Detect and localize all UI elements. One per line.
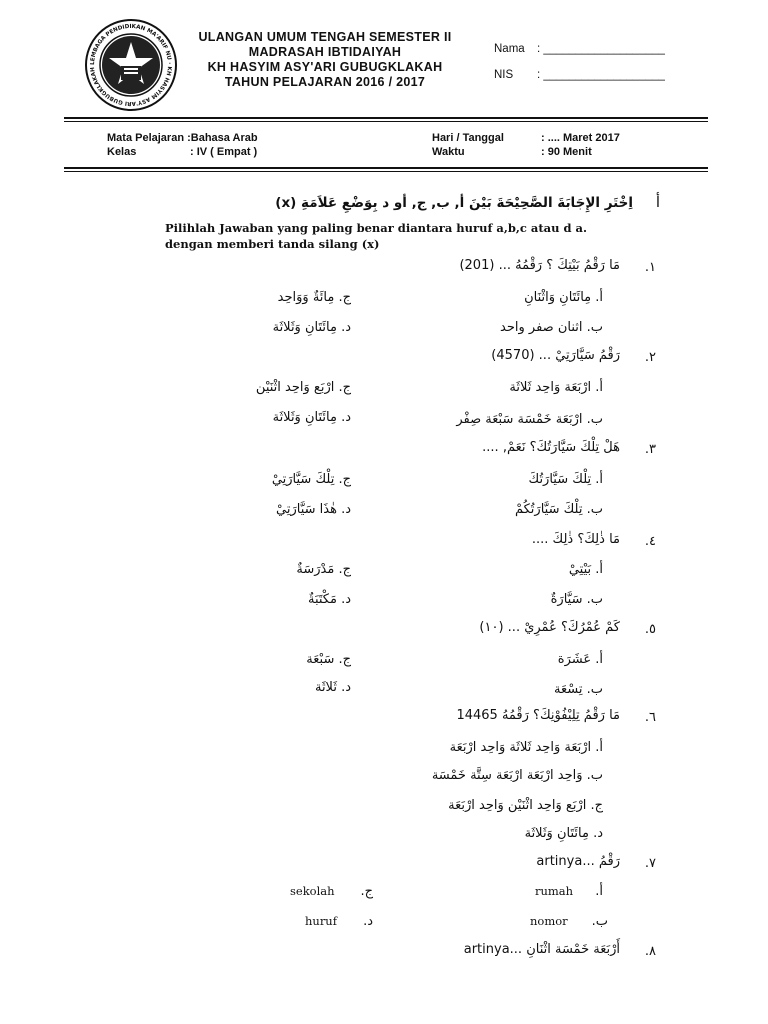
question-number: ٥.	[644, 622, 656, 637]
option-b[interactable]: ب. سَيَّارَةٌ	[550, 592, 603, 607]
option-a[interactable]: أ.	[595, 884, 603, 899]
nis-field[interactable]: : ___________________	[537, 69, 665, 81]
question-text: كَمْ عُمْرُكَ؟ عُمْرِيْ ... (١٠)	[479, 620, 620, 635]
question-text: رَقْمُ سَيَّارَتِيْ ... (4570)	[491, 348, 620, 363]
option-b[interactable]: ب.	[591, 914, 608, 929]
title-line: KH HASYIM ASY'ARI GUBUGKLAKAH	[207, 60, 443, 74]
option-d-text: huruf	[305, 914, 337, 928]
option-a[interactable]: أ. عَشَرَة	[557, 652, 603, 667]
question-text: أَرْبَعَة خَمْسَة اثْنَانِ ...artinya	[463, 942, 620, 957]
question-number: ١.	[644, 260, 656, 275]
nama-field[interactable]: : ___________________	[537, 43, 665, 55]
info-divider	[64, 167, 708, 169]
question-text: مَا رَقْمُ بَيْتِكَ ؟ رَقْمُهُ ... (201)	[459, 258, 620, 273]
option-d[interactable]: د. مِائَتَانِ وَثَلاثَة	[272, 410, 351, 425]
hari-label: Hari / Tanggal	[432, 132, 504, 144]
kelas-value: : IV ( Empat )	[190, 146, 258, 158]
option-b[interactable]: ب. تِلْكَ سَيَّارَتُكُمْ	[514, 502, 603, 517]
option-b[interactable]: ب. وَاحِد ارْبَعَة ارْبَعَة سِتَّة خَمْسَة	[431, 768, 603, 783]
option-a[interactable]: أ. تِلْكَ سَيَّارَتُكَ	[528, 472, 603, 487]
exam-title	[160, 30, 490, 90]
option-c[interactable]: ج. مَدْرَسَةٌ	[296, 562, 351, 577]
section-letter: أ	[655, 193, 660, 211]
question-number: ٦.	[644, 710, 656, 725]
question-text: رَقْمُ ...artinya	[536, 854, 620, 869]
option-b[interactable]: ب. ارْبَعَة خَمْسَة سَبْعَة صِفْر	[456, 412, 603, 427]
option-a[interactable]: أ. ارْبَعَة وَاحِد ثَلاثَة وَاحِد ارْبَعَة	[449, 740, 603, 755]
waktu-label: Waktu	[432, 146, 465, 158]
instruction-indonesian: Pilihlah Jawaban yang paling benar diantara huruf a,b,c atau d a.	[165, 221, 587, 235]
question-text: مَا رَقْمُ تِلِيْفُوْنِكَ؟ رَقْمُهُ 14465	[456, 708, 620, 723]
waktu-value: : 90 Menit	[541, 146, 592, 158]
option-d[interactable]: د. مَكْتَبَةٌ	[307, 592, 351, 607]
option-c[interactable]: ج.	[360, 884, 373, 899]
question-number: ٤.	[644, 534, 656, 549]
header-divider	[64, 117, 708, 119]
question-number: ٧.	[644, 856, 656, 871]
question-text: مَا ذٰلِكَ؟ ذٰلِكَ ....	[531, 532, 620, 547]
option-a[interactable]: أ. مِائَتَانِ وَاثْنَانِ	[524, 290, 603, 305]
option-c-text: sekolah	[290, 884, 335, 898]
nis-label: NIS	[494, 69, 514, 81]
option-d[interactable]: د. هٰذَا سَيَّارَتِيْ	[276, 502, 351, 517]
option-d[interactable]: د. مِائَتَانِ وَثَلاثَة	[524, 826, 603, 841]
question-number: ٢.	[644, 350, 656, 365]
title-line: TAHUN PELAJARAN 2016 / 2017	[224, 75, 426, 89]
instruction-arabic: اِخْتَرِ الإِجَابَةَ الصَّحِيْحَةَ بَيْنَ أ, ب, ج, أو د بِوَضْعِ عَلاَمَةِ (x)	[275, 195, 633, 211]
option-a-text: rumah	[535, 884, 574, 898]
option-d[interactable]: د.	[363, 914, 373, 929]
kelas-label: Kelas	[107, 146, 137, 158]
option-c[interactable]: ج. ارْبَع وَاحِد اثْنَيْن وَاحِد ارْبَعَة	[448, 798, 603, 813]
title-line: ULANGAN UMUM TENGAH SEMESTER II	[198, 30, 452, 44]
nama-label: Nama	[494, 43, 525, 55]
title-line: MADRASAH IBTIDAIYAH	[248, 45, 402, 59]
option-c[interactable]: ج. ارْبَع وَاحِد اثْنَيْن	[255, 380, 351, 395]
option-b-text: nomor	[530, 914, 568, 928]
svg-text:LEMBAGA PENDIDIKAN MA'ARIF NU: LEMBAGA PENDIDIKAN MA'ARIF NU · KH HASYIM ASY'ARI GUBUGKLAKAH	[89, 23, 173, 107]
option-b[interactable]: ب. تِسْعَة	[554, 682, 603, 697]
option-d[interactable]: د. ثَلاثَة	[314, 680, 351, 695]
option-b[interactable]: ب. اثنان صفر واحد	[500, 320, 603, 335]
info-divider-thin	[64, 171, 708, 172]
question-number: ٨.	[644, 944, 656, 959]
hari-value: : .... Maret 2017	[541, 132, 620, 144]
option-c[interactable]: ج. مِائَةٌ وَوَاحِد	[277, 290, 351, 305]
instruction-indonesian-2: dengan memberi tanda silang (x)	[165, 237, 380, 251]
option-c[interactable]: ج. سَبْعَة	[306, 652, 351, 667]
option-c[interactable]: ج. تِلْكَ سَيَّارَتِيْ	[271, 472, 351, 487]
option-a[interactable]: أ. بَيْتِيْ	[568, 562, 603, 577]
mapel-label: Mata Pelajaran :Bahasa Arab	[107, 132, 258, 144]
question-number: ٣.	[644, 442, 656, 457]
header-divider-thin	[64, 121, 708, 122]
option-a[interactable]: أ. ارْبَعَة وَاحِد ثَلاثَة	[509, 380, 603, 395]
question-text: هَلْ تِلْكَ سَيَّارَتُكَ؟ نَعَمْ, ....	[482, 440, 620, 455]
option-d[interactable]: د. مِائَتَانِ وَثَلاثَة	[272, 320, 351, 335]
